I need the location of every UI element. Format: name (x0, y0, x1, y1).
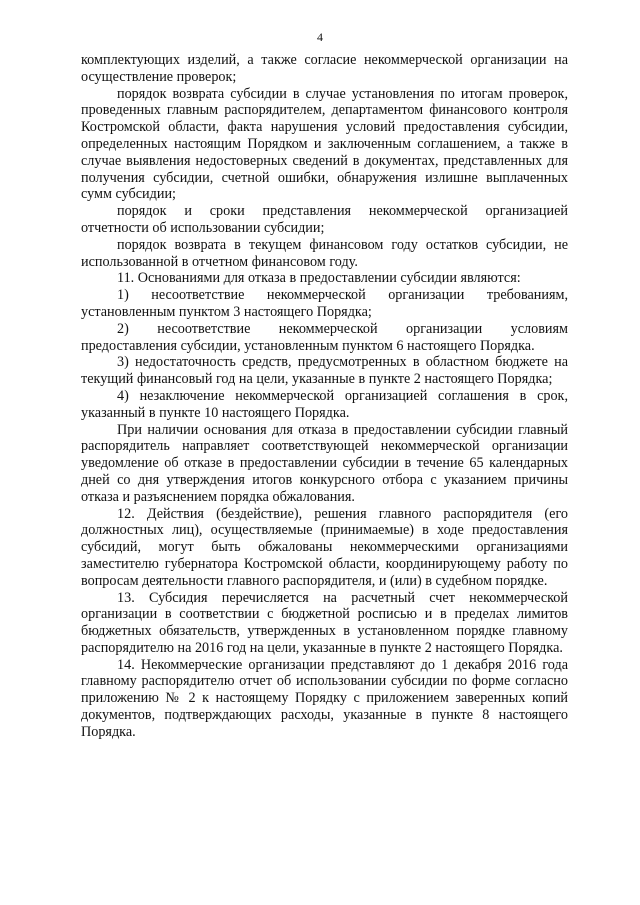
paragraph: порядок возврата в текущем финансовом году остатков субсидии, не использованной в отчетном финансовом году. (81, 236, 568, 270)
paragraph: порядок и сроки представления некоммерческой организацией отчетности об использовании субсидии; (81, 203, 568, 236)
paragraph: комплектующих изделий, а также согласие некоммерческой организации на осуществление проверок; (81, 52, 568, 85)
document-body (81, 52, 568, 741)
paragraph: 1) несоответствие некоммерческой организации требованиям, установленным пунктом 3 настоящего Порядка; (81, 287, 568, 320)
paragraph: 12. Действия (бездействие), решения главного распорядителя (его должностных лиц), осуществляемые (принимаемые) в ходе предоставления субсидий, могут быть обжалованы некоммерческими организациями заместителю губернатора Костромской области, координирующему работу по вопросам деятельности главного распорядителя, и (или) в судебном порядке. (81, 505, 568, 589)
paragraph: 3) недостаточность средств, предусмотренных в областном бюджете на текущий финансовый год на цели, указанные в пункте 2 настоящего Порядка; (81, 354, 568, 388)
paragraph: 13. Субсидия перечисляется на расчетный счет некоммерческой организации в соответствии с бюджетной росписью и в пределах лимитов бюджетных обязательств, утвержденных в установленном порядке главному распорядителю на 2016 год на цели, указанные в пункте 2 настоящего Порядка. (81, 589, 568, 656)
paragraph: 2) несоответствие некоммерческой организации условиям предоставления субсидии, установленным пунктом 6 настоящего Порядка. (81, 320, 568, 354)
paragraph: 4) незаключение некоммерческой организацией соглашения в срок, указанный в пункте 10 настоящего Порядка. (81, 387, 568, 421)
paragraph: порядок возврата субсидии в случае установления по итогам проверок, проведенных главным распорядителем, департаментом финансового контроля Костромской области, факта нарушения условий предоставления субсидии, определенных настоящим Порядком и заключенным соглашением, а также в случае выявления недостоверных сведений в документах, представленных для получения субсидии, счетной ошибки, обнаружения излишне выплаченных сумм субсидии; (81, 85, 568, 203)
paragraph: 11. Основаниями для отказа в предоставлении субсидии являются: (117, 270, 521, 287)
page-number: 4 (317, 30, 323, 44)
paragraph: 14. Некоммерческие организации представляют до 1 декабря 2016 года главному распорядителю отчет об использовании субсидии по форме согласно приложению № 2 к настоящему Порядку с приложением заверенных копий документов, подтверждающих расходы, указанные в пункте 8 настоящего Порядка. (81, 656, 568, 740)
paragraph: При наличии основания для отказа в предоставлении субсидии главный распорядитель направляет соответствующей некоммерческой организации уведомление об отказе в предоставлении субсидии в течение 65 календарных дней со дня утверждения итогов конкурсного отбора с указанием причины отказа и разъяснением порядка обжалования. (81, 421, 568, 505)
